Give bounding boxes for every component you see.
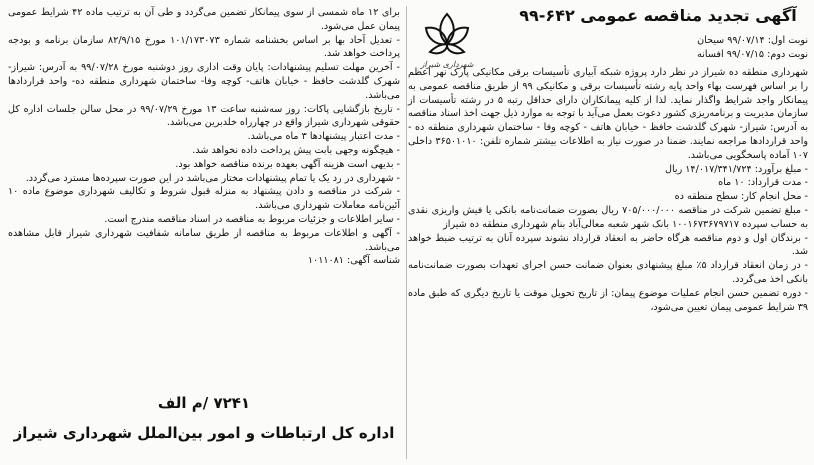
right-column [408, 0, 808, 465]
logo-caption: شهرداری شیراز [420, 60, 474, 69]
column-divider [406, 6, 407, 459]
left-item: - آخرین مهلت تسلیم پیشنهادات: پایان وقت اداری روز دوشنبه مورخ ۹۹/۰۷/۲۸ به آدرس: شیراز- شهرک گلدشت حافظ - خیابان هاتف- کوچه وفا- ساختمان شهرداری منطقه ده- واحد قراردادها می‌باشد. [8, 62, 400, 101]
left-item: - بدیهی است هزینه آگهی بعهده برنده مناقصه خواهد بود. [175, 158, 400, 170]
right-item: - محل انجام کار: سطح منطقه ده [674, 191, 808, 203]
left-item: - شهرداری در رد یک یا تمام پیشنهادات مختار می‌باشد در این صورت سپرده‌ها مسترد می‌گردد. [25, 172, 400, 184]
right-item: - مبلغ برآورد: ۱۴/۰۱۷/۳۴۱/۷۲۴ ریال [665, 163, 808, 175]
issuer-signature: اداره کل ارتباطات و امور بین‌الملل شهرداری شیراز [13, 424, 395, 442]
left-item: - آگهی و اطلاعات مربوط به مناقصه از طریق سامانه شفافیت شهرداری شیراز قابل مشاهده می‌باشد. [8, 227, 400, 253]
notice-header [408, 0, 808, 69]
left-column [8, 0, 400, 465]
shiraz-municipality-logo-icon [412, 8, 482, 66]
right-body [408, 66, 808, 314]
notice-code: ۷۲۴۱ /م الف [157, 394, 251, 412]
left-item: برای ۱۲ ماه شمسی از سوی پیمانکار تضمین می‌گردد و طی آن به ترتیب ماده ۴۲ شرایط عمومی پیمان عمل می‌شود. [8, 7, 400, 32]
right-item: - مبلغ تضمین شرکت در مناقصه ۷۰۵/۰۰۰/۰۰۰ ریال بصورت ضمانت‌نامه بانکی یا فیش واریزی نقدی به حساب سپرده ۱۰۰۱۶۷۳۶۷۹۷۱۷ بانک شهر شعبه معالی‌آباد بنام شهرداری منطقه ده شیراز [408, 204, 809, 230]
right-item: - برندگان اول و دوم مناقصه هرگاه حاضر به انعقاد قرارداد نشوند سپرده آنان به ترتیب ضبط خواهد شد. [408, 232, 808, 258]
left-item: - مدت اعتبار پیشنهادها ۳ ماه می‌باشد. [247, 131, 400, 143]
left-item: - تاریخ بازگشایی پاکات: روز سه‌شنبه ساعت ۱۳ مورخ ۹۹/۰۷/۲۹ در محل سالن جلسات اداره کل حقوقی شهرداری شیراز واقع در چهارراه خلدبرین می‌باشد. [8, 103, 400, 129]
right-item: - در زمان انعقاد قرارداد ۵٪ مبلغ پیشنهادی بعنوان ضمانت حسن اجرای تعهدات بصورت ضمانت‌نامه بانکی اخذ می‌گردد. [408, 260, 808, 285]
right-item: - مدت قرارداد: ۱۰ ماه [718, 177, 808, 189]
left-item: - هیچگونه وجهی بابت پیش پرداخت داده نخواهد شد. [192, 144, 400, 156]
left-body [8, 6, 400, 268]
left-item: - تعدیل آحاد بها بر اساس بخشنامه شماره ۱۰۱/۱۷۳۰۷۳ مورخ ۸۲/۹/۱۵ سازمان برنامه و بودجه پرداخت خواهد شد. [8, 34, 400, 60]
intro-paragraph: شهرداری منطقه ده شیراز در نظر دارد پروژه شبکه آبیاری تأسیسات برقی مکانیکی پارک نهر اعظم را بر اساس فهرست بهاء واحد پایه رشته تأسیسات برقی و مکانیکی ۹۹ از طریق مناقصه عمومی به پیمانکار واجد شرایط واگذار نماید. لذا از کلیه پیمانکاران دارای حداقل رتبه ۵ در رشته تأسیسات از سازمان مدیریت و برنامه‌ریزی کشور دعوت بعمل می‌آید با توجه به موارد ذیل جهت اخذ اسناد مناقصه به آدرس: شیراز- شهرک گلدشت حافظ - خیابان هاتف - کوچه وفا - ساختمان شهرداری منطقه ده - واحد قراردادها مراجعه نمایند. ضمنا در صورت نیاز به اطلاعات بیشتر شماره تلفن: ۳۶۵۰۱۰۱۰ داخلی ۱۰۷ آماده پاسخگویی می‌باشد. [408, 67, 809, 161]
right-item: - دوره تضمین حسن انجام عملیات موضوع پیمان: از تاریخ تحویل موقت یا تاریخ دیگری که طبق ماده ۳۹ شرایط عمومی پیمان تعیین می‌شود، [408, 287, 808, 313]
first-round-date: نوبت اول: ۹۹/۰۷/۱۴ سیحان [697, 35, 808, 46]
left-item: - شرکت در مناقصه و دادن پیشنهاد به منزله قبول شروط و تکالیف شهرداری موضوع ماده ۱۰ آئین‌نامه معاملات شهرداری می‌باشد. [8, 186, 400, 212]
left-item: - سایر اطلاعات و جزئیات مربوط به مناقصه در اسناد مناقصه مندرج است. [104, 213, 400, 225]
notice-dates [508, 34, 808, 62]
notice-title: آگهی تجدید مناقصه عمومی ۶۴۲-۹۹ [519, 6, 797, 25]
second-round-date: نوبت دوم: ۹۹/۰۷/۱۵ افسانه [697, 49, 808, 60]
notice-id: شناسه آگهی: ۱۰۱۱۰۸۱ [307, 255, 400, 267]
